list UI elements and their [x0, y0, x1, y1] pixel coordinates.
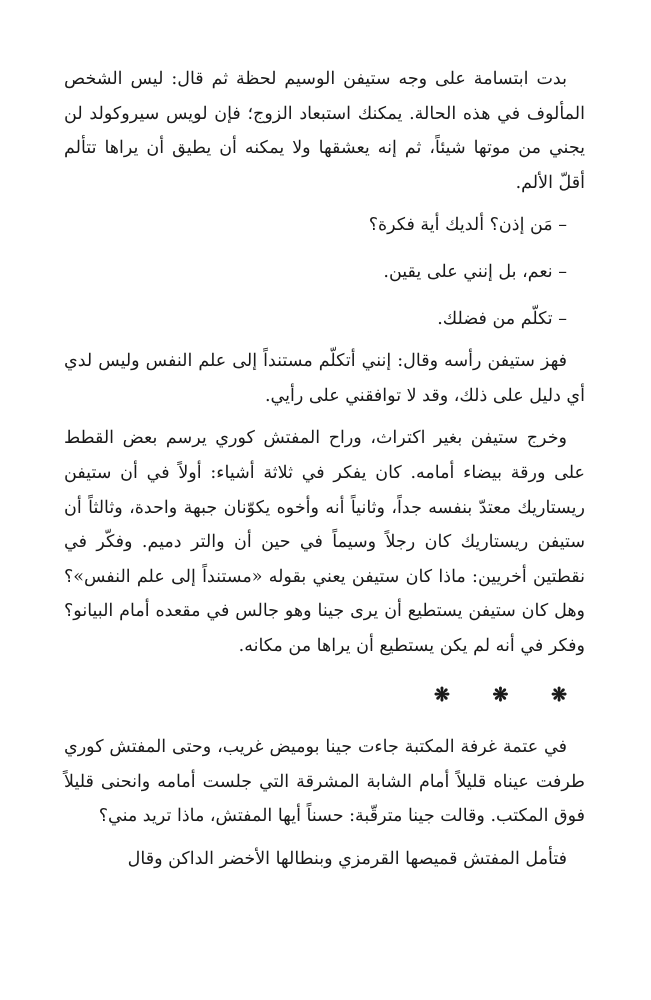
dialogue-line-2: – نعم، بل إنني على يقين.	[383, 261, 567, 282]
section-separator: ❋ ❋ ❋	[434, 683, 585, 706]
paragraph-4: في عتمة غرفة المكتبة جاءت جينا بوميض غريب، وحتى المفتش كوري طرفت عيناه قليلاً أمام الشابة المشرقة التي جلست أمامه وانحنى قليلاً فوق المكتب. وقالت جينا مترقّبة: حسناً أيها المفتش، ماذا تريد مني؟	[64, 737, 585, 827]
paragraph-5: فتأمل المفتش قميصها القرمزي وبنطالها الأخضر الداكن وقال	[127, 848, 567, 869]
paragraph-3: وخرج ستيفن بغير اكتراث، وراح المفتش كوري يرسم بعض القطط على ورقة بيضاء أمامه. كان يفكر في ثلاثة أشياء: أولاً في أن ستيفن ريستاريك معتدّ بنفسه جداً، وثانياً أنه وأخوه يكوّنان جبهة واحدة، وثالثاً أن ستيفن ريستاريك كان رجلاً وسيماً في حين أن والتر دميم. وفكّر في نقطتين أخريين: ماذا كان ستيفن يعني بقوله «مستنداً إلى علم النفس»؟ وهل كان ستيفن يستطيع أن يرى جينا وهو جالس في مقعده أمام البيانو؟ وفكر في أنه لم يكن يستطيع أن يراها من مكانه.	[64, 428, 585, 656]
paragraph-2: فهز ستيفن رأسه وقال: إنني أتكلّم مستنداً إلى علم النفس وليس لدي أي دليل على ذلك، وقد لا توافقني على رأيي.	[64, 351, 585, 406]
paragraph-1: بدت ابتسامة على وجه ستيفن الوسيم لحظة ثم قال: ليس الشخص المألوف في هذه الحالة. يمكنك استبعاد الزوج؛ فإن لويس سيروكولد لن يجني من موتها شيئاً، ثم إنه يعشقها ولا يمكنه أن يطيق أن يراها تتألم أقلّ الألم.	[64, 69, 585, 193]
book-page	[64, 62, 585, 876]
dialogue-line-1: – مَن إذن؟ ألديك أية فكرة؟	[368, 215, 567, 236]
dialogue-line-3: – تكلّم من فضلك.	[437, 308, 567, 329]
